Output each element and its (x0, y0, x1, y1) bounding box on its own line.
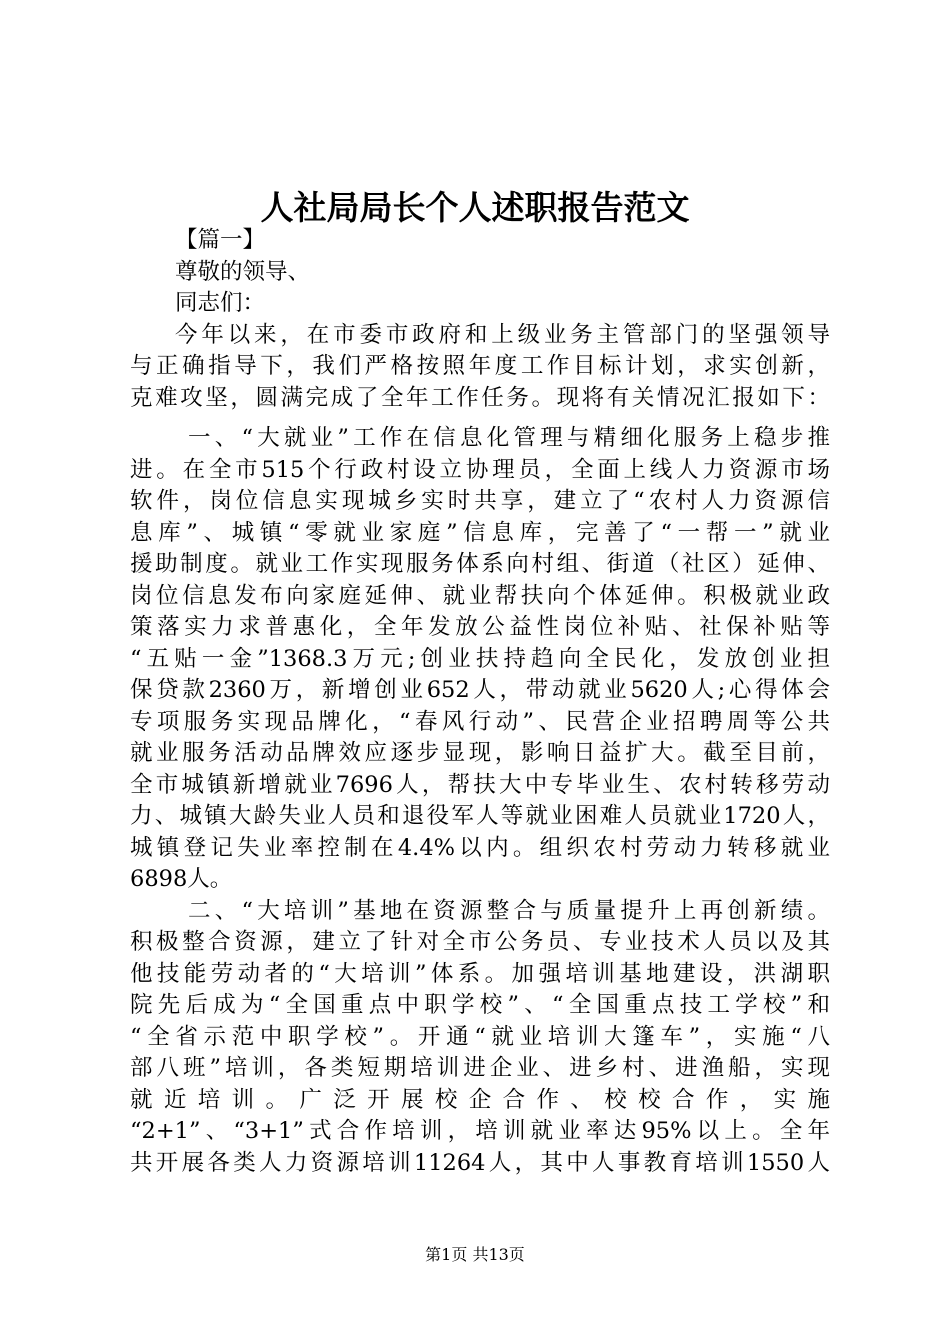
section-label: 【篇一】 (175, 227, 266, 253)
paragraph-line: 今年以来，在市委市政府和上级业务主管部门的坚强领导 (175, 321, 830, 348)
paragraph-line: 专项服务实现品牌化，“春风行动”、民营企业招聘周等公共 (130, 708, 830, 735)
page-footer: 第1页 共13页 (425, 1245, 525, 1264)
document-title: 人社局局长个人述职报告范文 (260, 188, 690, 227)
paragraph-line: 就业服务活动品牌效应逐步显现，影响日益扩大。截至目前， (130, 740, 830, 766)
paragraph-line: 全市城镇新增就业7696人，帮扶大中专毕业生、农村转移劳动 (130, 771, 830, 798)
paragraph-line: 共开展各类人力资源培训11264人，其中人事教育培训1550人 (130, 1149, 830, 1176)
paragraph-line: 6898人。 (130, 866, 233, 892)
salutation-line: 同志们： (175, 290, 266, 316)
paragraph-line: 院先后成为“全国重点中职学校”、“全国重点技工学校”和 (130, 992, 830, 1018)
salutation-line: 尊敬的领导、 (175, 258, 311, 285)
paragraph-line: 他技能劳动者的“大培训”体系。加强培训基地建设，洪湖职 (130, 960, 830, 987)
paragraph-line: 部八班”培训，各类短期培训进企业、进乡村、进渔船，实现 (130, 1055, 830, 1081)
paragraph-line: “2+1”、“3+1”式合作培训，培训就业率达95%以上。全年 (130, 1118, 830, 1144)
paragraph-line: 就近培训。广泛开展校企合作、校校合作，实施 (130, 1086, 830, 1113)
paragraph-line: 保贷款2360万，新增创业652人，带动就业5620人;心得体会 (130, 677, 830, 703)
document-body (130, 225, 830, 1179)
paragraph-line: 城镇登记失业率控制在4.4%以内。组织农村劳动力转移就业 (130, 834, 830, 861)
paragraph-line: 二、“大培训”基地在资源整合与质量提升上再创新绩。 (188, 897, 830, 924)
paragraph-line: “全省示范中职学校”。开通“就业培训大篷车”，实施“八 (130, 1023, 830, 1050)
paragraph-line: 息库”、城镇“零就业家庭”信息库，完善了“一帮一”就业 (130, 519, 830, 546)
paragraph-line: 进。在全市515个行政村设立协理员，全面上线人力资源市场 (130, 456, 830, 483)
paragraph-line: 一、“大就业”工作在信息化管理与精细化服务上稳步推 (188, 425, 830, 451)
paragraph-line: 克难攻坚，圆满完成了全年工作任务。现将有关情况汇报如下： (130, 384, 830, 411)
paragraph-line: 援助制度。就业工作实现服务体系向村组、街道（社区）延伸、 (130, 551, 830, 577)
paragraph-line: 与正确指导下，我们严格按照年度工作目标计划，求实创新， (130, 353, 830, 379)
paragraph-gap (130, 414, 830, 423)
paragraph-line: 软件，岗位信息实现城乡实时共享，建立了“农村人力资源信 (130, 488, 830, 514)
paragraph-line: 岗位信息发布向家庭延伸、就业帮扶向个体延伸。积极就业政 (130, 582, 830, 609)
paragraph-line: 力、城镇大龄失业人员和退役军人等就业困难人员就业1720人， (130, 803, 830, 829)
paragraph-line: 积极整合资源，建立了针对全市公务员、专业技术人员以及其 (130, 929, 830, 955)
paragraph-line: “五贴一金”1368.3万元;创业扶持趋向全民化，发放创业担 (130, 645, 830, 672)
paragraph-line: 策落实力求普惠化，全年发放公益性岗位补贴、社保补贴等 (130, 614, 830, 640)
